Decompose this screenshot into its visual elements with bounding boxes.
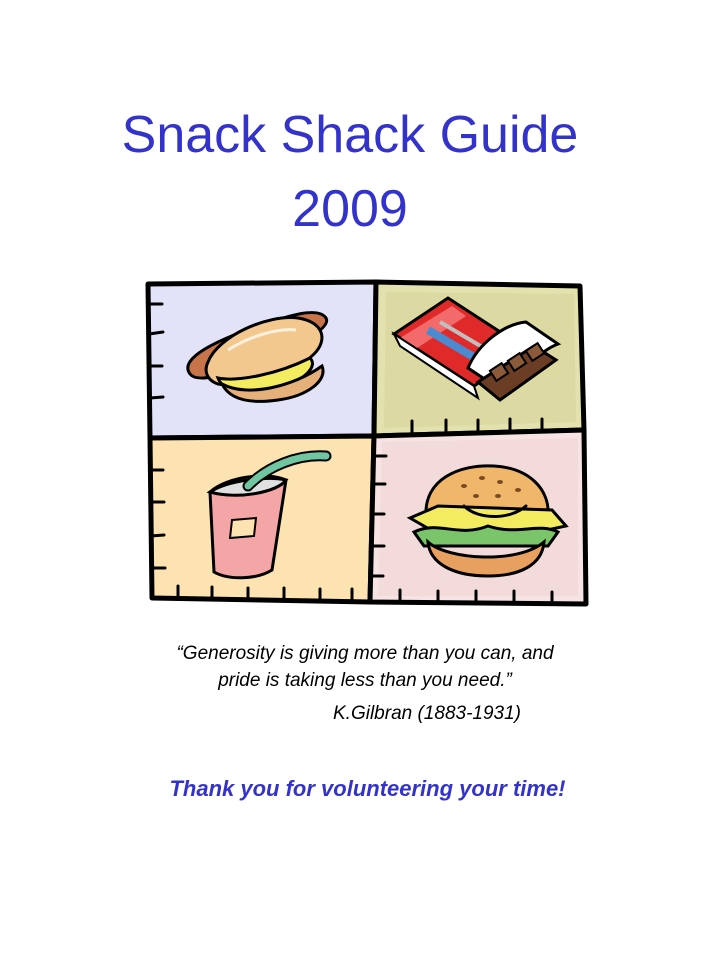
page-title-year: 2009 (292, 180, 408, 238)
thank-you-message: Thank you for volunteering your time! (169, 776, 566, 801)
snack-clipart (138, 270, 598, 620)
quote (0, 640, 720, 694)
quote-line-2: pride is taking less than you need.” (218, 670, 512, 691)
page-title: Snack Shack Guide (121, 106, 579, 164)
quote-line-1: “Generosity is giving more than you can, and (176, 643, 554, 664)
quote-attribution: K.Gilbran (1883-1931) (333, 703, 521, 724)
